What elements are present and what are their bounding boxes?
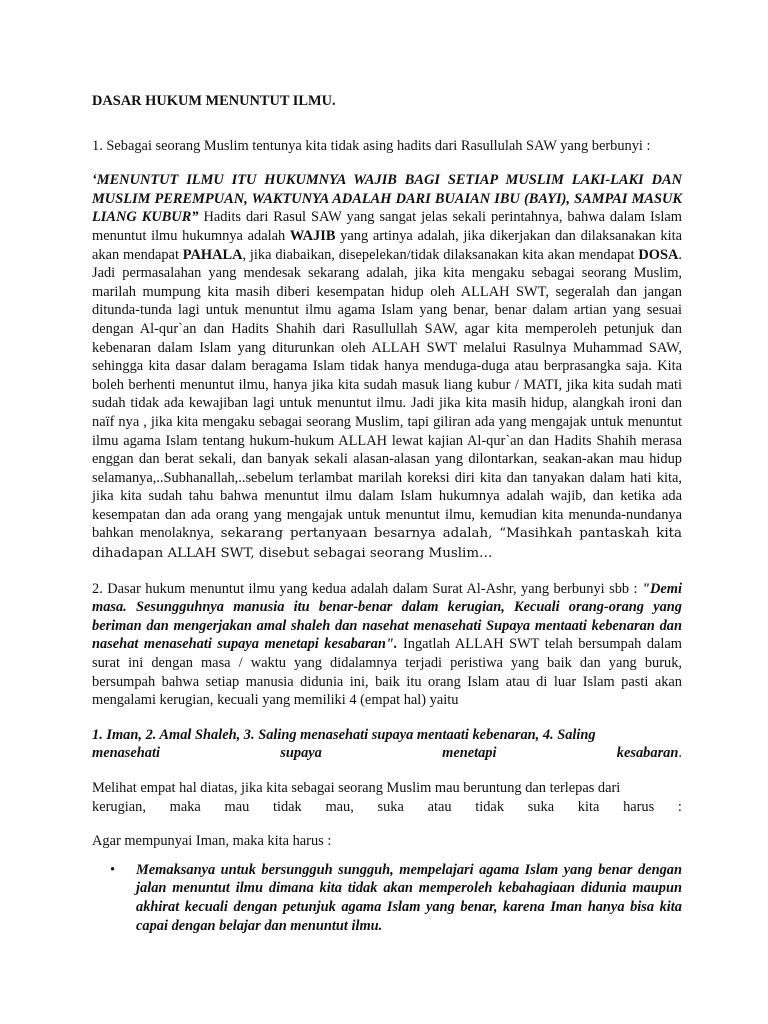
word: mau, (325, 798, 354, 815)
paragraph-2-text-4: . Jadi permasalahan yang mendesak sekarang adalah, jika kita mengaku sebagai seorang Muslim, marilah mumpung kita masih diberi kesempatan hidup oleh ALLAH SWT, segeralah dan jangan ditunda-tunda lagi untuk menuntut ilmu agama Islam yang benar, benar dalam artian yang sesuai dengan Al-qur`an dan Hadits Shahih dari Rasullullah SAW, agar kita memperoleh petunjuk dan kebenaran dalam Islam yang diturunkan oleh ALLAH SWT melalui Rasulnya Muhammad SAW, sehingga kita dasar dalam beragama Islam tidak hanya menduga-duga atau berprasangka saja. Kita boleh berhenti menuntut ilmu, hanya jika kita sudah masuk liang kubur / MATI, jika kita sudah mati sudah tidak ada kewajiban lagi untuk menuntut ilmu. Jadi jika kita masih hidup, alangkah ironi dan naïf nya , jika kita mengaku sebagai seorang Muslim, tapi giliran ada yang mengajak untuk menuntut ilmu agama Islam tentang hukum-hukum ALLAH lewat kajian Al-qur`an dan Hadits Shahih merasa enggan dan berat sekali, dan banyak sekali alasan-alasan yang dilontarkan, seakan-akan mau hidup selamanya,..Subhanallah,..sebelum terlambat marilah koreksi diri kita dan tanyakan dalam hati kita, jika kita sudah tahu bahwa menuntut ilmu dalam Islam hukumnya adalah wajib, dan ketika ada kesempatan dan ada orang yang mengajak untuk menuntut ilmu, kemudian kita menunda-nundanya bahkan menolaknya, (92, 246, 682, 542)
paragraph-3-text-2: Ingatlah ALLAH SWT telah bersumpah dalam surat ini dengan masa / waktu yang didalamnya terjadi peristiwa yang baik dan yang buruk, bersumpah bahwa setiap manusia didunia ini, baik itu orang Islam atau di luar Islam pasti akan mengalami kerugian, kecuali yang memiliki 4 (empat hal) yaitu (92, 636, 682, 709)
word-text: kesabaran (616, 745, 679, 762)
word (617, 744, 682, 763)
paragraph-5 (92, 779, 682, 816)
word: mau (224, 798, 250, 815)
document-title: DASAR HUKUM MENUNTUT ILMU. (92, 93, 336, 109)
period: . (678, 745, 682, 762)
paragraph-5-line-2 (92, 798, 682, 817)
word: maka (169, 798, 201, 815)
word: supaya (280, 745, 322, 762)
paragraph-3 (92, 580, 682, 710)
word: tidak (272, 798, 302, 815)
list-item (110, 861, 682, 935)
paragraph-6: Agar mempunyai Iman, maka kita harus : (92, 833, 332, 850)
four-points-line-1: 1. Iman, 2. Amal Shaleh, 3. Saling menasehati supaya mentaati kebenaran, 4. Saling (92, 726, 596, 743)
word: harus (623, 798, 655, 815)
list-item-text: Memaksanya untuk bersungguh sungguh, mempelajari agama Islam yang benar dengan jalan menuntut ilmu dimana kita tidak akan memperoleh kebahagiaan didunia maupun akhirat kecuali dengan petunjuk agama Islam yang benar, karena Iman hanya bisa kita capai dengan belajar dan menuntut ilmu. (136, 861, 682, 934)
four-points-line-2 (92, 744, 682, 763)
paragraph-2 (92, 171, 682, 563)
keyword-pahala: PAHALA (182, 246, 243, 263)
four-points (92, 726, 682, 763)
keyword-wajib: WAJIB (289, 227, 336, 244)
word: menasehati (92, 745, 160, 762)
word: kita (577, 798, 600, 815)
keyword-dosa: DOSA (638, 246, 679, 263)
word: suka (377, 798, 404, 815)
word: : (677, 798, 682, 815)
word: menetapi (442, 745, 497, 762)
paragraph-1: 1. Sebagai seorang Muslim tentunya kita tidak asing hadits dari Rasullulah SAW yang berbunyi : (92, 137, 651, 154)
paragraph-2-text-1: Hadits dari Rasul SAW yang sangat jelas sekali perintahnya, bahwa dalam Islam menuntut ilmu hukumnya adalah (92, 209, 682, 244)
surah-quote: "Demi masa. Sesungguhnya manusia itu benar-benar dalam kerugian, Kecuali orang-orang yang beriman dan mengerjakan amal shaleh dan nasehat menasehati Supaya mentaati kebenaran dan nasehat menasehati supaya menetapi kesabaran". (92, 580, 682, 653)
word: kerugian, (92, 798, 146, 815)
paragraph-2-text-5: sekarang pertanyaan besarnya adalah, “Masihkah pantaskah kita dihadapan ALLAH SWT, disebut sebagai seorang Muslim… (92, 526, 682, 562)
word: suka (527, 798, 555, 815)
paragraph-2-text-3: , jika diabaikan, disepelekan/tidak dilaksanakan kita akan mendapat (242, 246, 639, 263)
word: tidak (475, 798, 505, 815)
hadith-quote: ‘MENUNTUT ILMU ITU HUKUMNYA WAJIB BAGI SETIAP MUSLIM LAKI-LAKI DAN MUSLIM PEREMPUAN, WAKTUNYA ADALAH DARI BUAIAN IBU (BAYI), SAMPAI MASUK LIANG KUBUR” (92, 172, 682, 226)
word: atau (427, 798, 452, 815)
bullet-icon: • (110, 861, 116, 878)
paragraph-5-line-1: Melihat empat hal diatas, jika kita sebagai seorang Muslim mau beruntung dan terlepas dari (92, 780, 621, 796)
paragraph-3-text-1: 2. Dasar hukum menuntut ilmu yang kedua adalah dalam Surat Al-Ashr, yang berbunyi sbb : (92, 580, 643, 597)
paragraph-2-text-2: yang artinya adalah, jika dikerjakan dan dilaksanakan kita akan mendapat (92, 227, 682, 263)
bullet-list (92, 861, 682, 935)
